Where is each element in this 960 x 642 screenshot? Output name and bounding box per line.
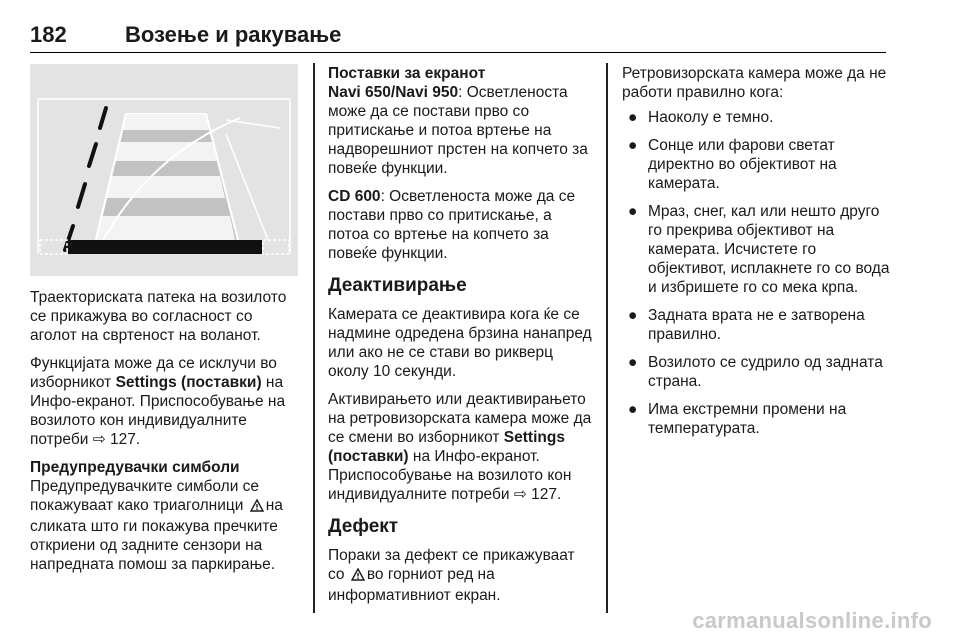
page-number: 182 [30, 22, 67, 47]
watermark: carmanualsonline.info [692, 608, 932, 633]
page-reference[interactable]: 127. [531, 486, 562, 503]
column-divider [313, 63, 315, 613]
bullet-icon: ● [628, 354, 638, 371]
activation-paragraph: Активирањето или деактивирањето на ретровизорската камера може да се смени во изборникот Settings (поставки) на Инфо-екранот. Приспособување на возилото кон индивидуалните потреби ⇨ 127. [328, 391, 592, 503]
bullet-icon: ● [628, 401, 638, 418]
list-item: ● Задната врата не е затворена правилно. [628, 307, 865, 343]
bullet-icon: ● [628, 307, 638, 324]
warning-triangle-icon [250, 498, 264, 517]
list-item: ● Возилото се судрило од задната страна. [628, 354, 883, 390]
warning-triangle-icon [351, 567, 365, 586]
section-heading-screen-settings: Поставки за екранот [328, 65, 486, 82]
arrow-ref-icon: ⇨ [92, 431, 106, 448]
list-item: ● Мраз, снег, кал или нешто друго го прекрива објективот на камерата. Исчистете го објективот, исплакнете го со вода и избришете го со мека крпа. [628, 203, 890, 296]
bullet-icon: ● [628, 109, 638, 126]
rearview-camera-illustration [30, 64, 298, 276]
navi-paragraph: Navi 650/Navi 950: Осветленоста може да се постави прво со притискање и потоа вртење на надворешниот прстен на копчето за повеќе функции. [328, 84, 588, 177]
image-caption: Траекториската патека на возилото се прикажува во согласност со аголот на свртеност на воланот. [30, 289, 287, 344]
settings-menu-label: Settings (поставки) [115, 374, 262, 391]
section-heading-deactivation: Деактивирање [328, 275, 467, 296]
list-item: ● Има екстремни промени на температурата. [628, 401, 847, 437]
limitations-list [622, 108, 894, 438]
list-item: ● Сонце или фарови светат директно во објективот на камерата. [628, 137, 837, 192]
column-left [30, 64, 300, 583]
deactivation-paragraph: Камерата се деактивира кога ќе се надмине одредена брзина нанапред или ако не се стави во рикверц околу 10 секунди. [328, 306, 592, 380]
list-item: ● Наоколу е темно. [628, 109, 774, 126]
section-heading-fault: Дефект [328, 516, 399, 537]
warning-symbols-paragraph: Предупредувачките симболи се покажуваат како триаголници на сликата што ги покажува пречките откриени од задните сензори на напредната помош за паркирање. [30, 478, 283, 573]
parking-guidelines-graphic [30, 64, 298, 276]
section-heading-warning-symbols: Предупредувачки симболи [30, 459, 240, 476]
settings-paragraph: Функцијата може да се исклучи во изборникот Settings (поставки) на Инфо-екранот. Приспособување на возилото кон индивидуалните потреби ⇨ 127. [30, 355, 286, 448]
bullet-icon: ● [628, 137, 638, 154]
arrow-ref-icon: ⇨ [513, 486, 527, 503]
column-right [622, 64, 894, 447]
navi-model-label: Navi 650/Navi 950 [328, 84, 459, 101]
column-middle [328, 64, 593, 614]
fault-paragraph: Пораки за дефект се прикажуваат со во горниот ред на информативниот екран. [328, 547, 575, 604]
page-header [30, 18, 886, 53]
chapter-title: Возење и ракување [125, 22, 342, 47]
column-divider [606, 63, 608, 613]
limitations-intro: Ретровизорската камера може да не работи правилно кога: [622, 65, 887, 101]
cd600-paragraph: CD 600: Осветленоста може да се постави прво со притискање, а потоа со вртење на копчето за повеќе функции. [328, 188, 576, 262]
page-reference[interactable]: 127. [110, 431, 141, 448]
bullet-icon: ● [628, 203, 638, 220]
settings-menu-label: Settings (поставки) [328, 429, 565, 465]
cd600-model-label: CD 600 [328, 188, 381, 205]
